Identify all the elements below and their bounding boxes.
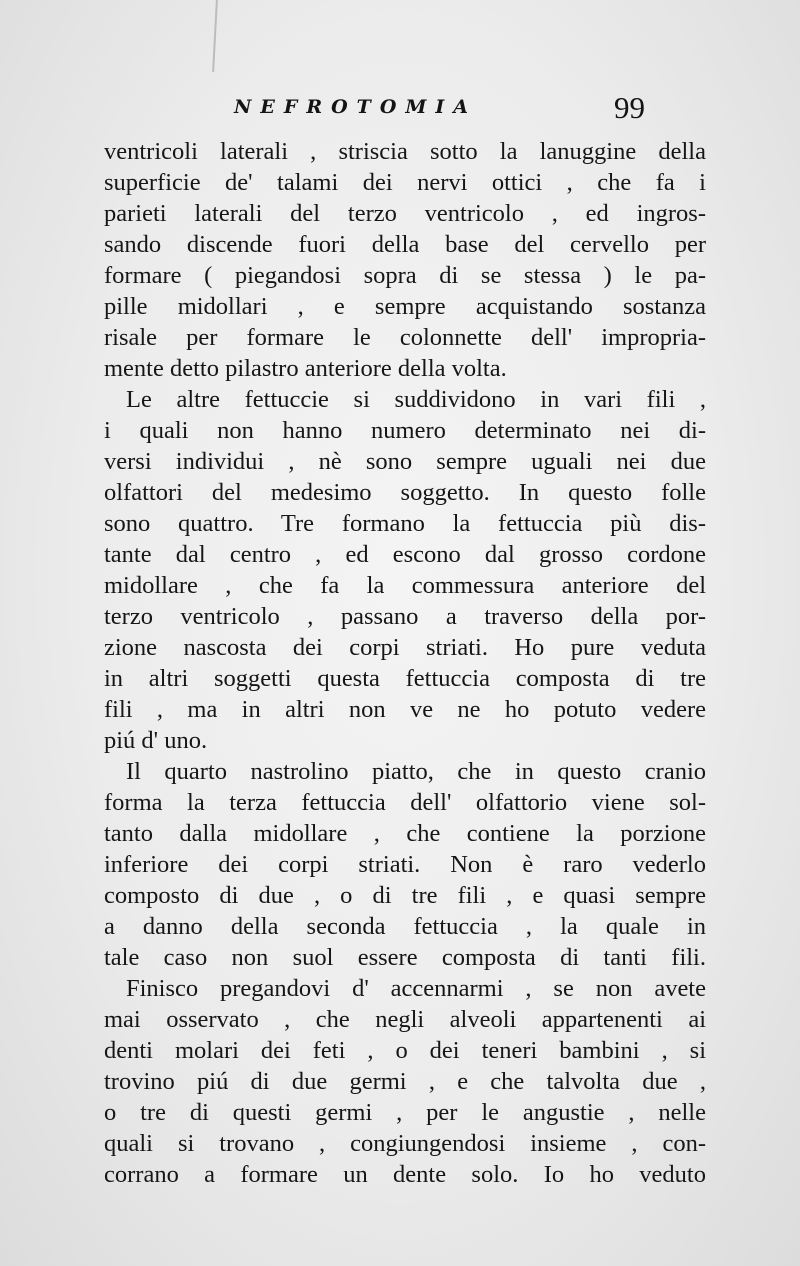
body-text <box>104 136 706 1190</box>
text-line: inferiore dei corpi striati. Non è raro vederlo <box>104 851 706 878</box>
text-line: midollare , che fa la commessura anteriore del <box>104 572 706 599</box>
paper-fold-mark <box>212 0 218 72</box>
text-line: tante dal centro , ed escono dal grosso cordone <box>104 541 706 568</box>
text-line: zione nascosta dei corpi striati. Ho pure veduta <box>104 634 706 661</box>
paragraph-start-line: Le altre fettuccie si suddividono in vari fili , <box>126 386 706 413</box>
text-line: i quali non hanno numero determinato nei di- <box>104 417 706 444</box>
text-line: quali si trovano , congiungendosi insieme , con- <box>104 1130 706 1157</box>
text-line: superficie de' talami dei nervi ottici , che fa i <box>104 169 706 196</box>
paragraph-end-line: tale caso non suol essere composta di tanti fili. <box>104 944 706 971</box>
text-line: fili , ma in altri non ve ne ho potuto vedere <box>104 696 706 723</box>
page-number: 99 <box>614 90 645 125</box>
text-line: corrano a formare un dente solo. Io ho veduto <box>104 1161 706 1188</box>
text-line: ventricoli laterali , striscia sotto la lanuggine della <box>104 138 706 165</box>
text-line: terzo ventricolo , passano a traverso della por- <box>104 603 706 630</box>
text-line: o tre di questi germi , per le angustie , nelle <box>104 1099 706 1126</box>
paragraph-start-line: Finisco pregandovi d' accennarmi , se non avete <box>126 975 706 1002</box>
text-line: composto di due , o di tre fili , e quasi sempre <box>104 882 706 909</box>
text-line: trovino piú di due germi , e che talvolta due , <box>104 1068 706 1095</box>
text-line: risale per formare le colonnette dell' impropria- <box>104 324 706 351</box>
text-line: formare ( piegandosi sopra di se stessa ) le pa- <box>104 262 706 289</box>
text-line: parieti laterali del terzo ventricolo , ed ingros- <box>104 200 706 227</box>
text-line: versi individui , nè sono sempre uguali nei due <box>104 448 706 475</box>
text-line: sando discende fuori della base del cervello per <box>104 231 706 258</box>
text-line: mai osservato , che negli alveoli appartenenti ai <box>104 1006 706 1033</box>
text-line: a danno della seconda fettuccia , la quale in <box>104 913 706 940</box>
text-line: denti molari dei feti , o dei teneri bambini , si <box>104 1037 706 1064</box>
text-line: pille midollari , e sempre acquistando sostanza <box>104 293 706 320</box>
page-header <box>0 90 800 136</box>
text-line: forma la terza fettuccia dell' olfattorio viene sol- <box>104 789 706 816</box>
text-line: in altri soggetti questa fettuccia composta di tre <box>104 665 706 692</box>
text-line: olfattori del medesimo soggetto. In questo folle <box>104 479 706 506</box>
paragraph-end-line: mente detto pilastro anteriore della volta. <box>104 355 507 382</box>
paragraph-start-line: Il quarto nastrolino piatto, che in questo cranio <box>126 758 706 785</box>
running-head: NEFROTOMIA <box>234 96 478 118</box>
paragraph-end-line: piú d' uno. <box>104 727 208 754</box>
text-line: sono quattro. Tre formano la fettuccia più dis- <box>104 510 706 537</box>
text-line: tanto dalla midollare , che contiene la porzione <box>104 820 706 847</box>
